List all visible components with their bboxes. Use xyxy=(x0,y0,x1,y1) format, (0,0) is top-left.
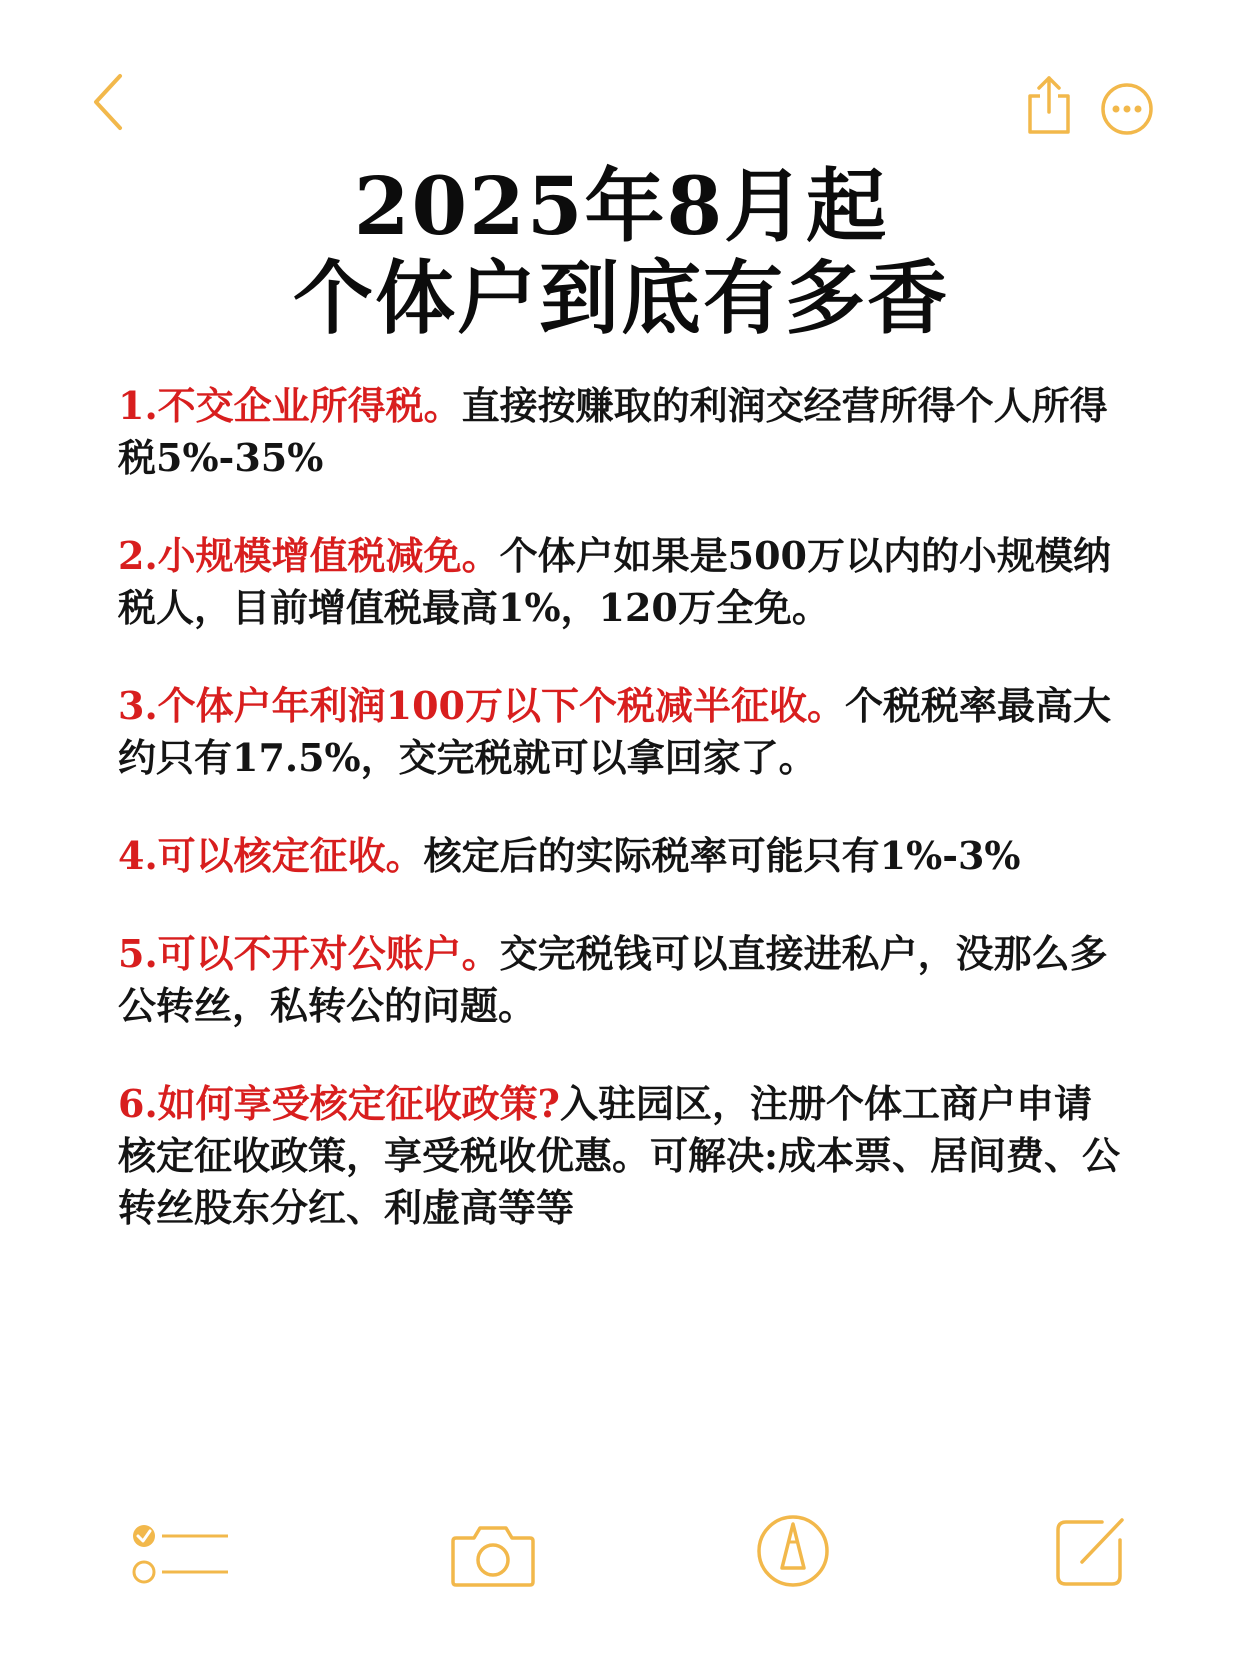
item-heading: 3.个体户年利润100万以下个税减半征收。 xyxy=(118,683,845,728)
list-item xyxy=(118,830,1128,882)
list-item xyxy=(118,530,1128,634)
item-text: 直接按赚取的利润交经营所得个人所得税5%-35% xyxy=(118,383,1108,480)
item-heading: 4.可以核定征收。 xyxy=(118,833,424,878)
pen-markup-icon[interactable] xyxy=(756,1514,830,1588)
item-heading: 6.如何享受核定征收政策? xyxy=(118,1081,560,1126)
top-toolbar xyxy=(0,0,1242,170)
item-text: 入驻园区，注册个体工商户申请核定征收政策，享受税收优惠。可解决:成本票、居间费、公转丝股东分红、利虚高等等 xyxy=(118,1081,1121,1230)
camera-icon[interactable] xyxy=(450,1522,536,1588)
list-item xyxy=(118,928,1128,1032)
chevron-left-icon[interactable] xyxy=(88,72,128,132)
item-heading: 5.可以不开对公账户。 xyxy=(118,931,500,976)
compose-icon[interactable] xyxy=(1054,1516,1126,1588)
page-title xyxy=(0,160,1242,344)
item-heading: 1.不交企业所得税。 xyxy=(118,383,462,428)
ellipsis-circle-icon[interactable] xyxy=(1100,82,1154,136)
bottom-toolbar xyxy=(0,1500,1242,1630)
item-text: 核定后的实际税率可能只有1%-3% xyxy=(423,833,1021,878)
checklist-icon[interactable] xyxy=(130,1520,230,1590)
note-body xyxy=(118,380,1128,1280)
share-icon[interactable] xyxy=(1026,74,1072,136)
list-item xyxy=(118,680,1128,784)
item-text: 交完税钱可以直接进私户，没那么多公转丝，私转公的问题。 xyxy=(118,931,1108,1028)
title-line-2: 个体户到底有多香 xyxy=(293,251,949,345)
item-text: 个体户如果是500万以内的小规模纳税人，目前增值税最高1%，120万全免。 xyxy=(118,533,1111,630)
list-item xyxy=(118,380,1128,484)
title-line-1: 2025年8月起 xyxy=(353,159,889,253)
item-text: 个税税率最高大约只有17.5%，交完税就可以拿回家了。 xyxy=(118,683,1112,780)
list-item xyxy=(118,1078,1128,1234)
item-heading: 2.小规模增值税减免。 xyxy=(118,533,500,578)
